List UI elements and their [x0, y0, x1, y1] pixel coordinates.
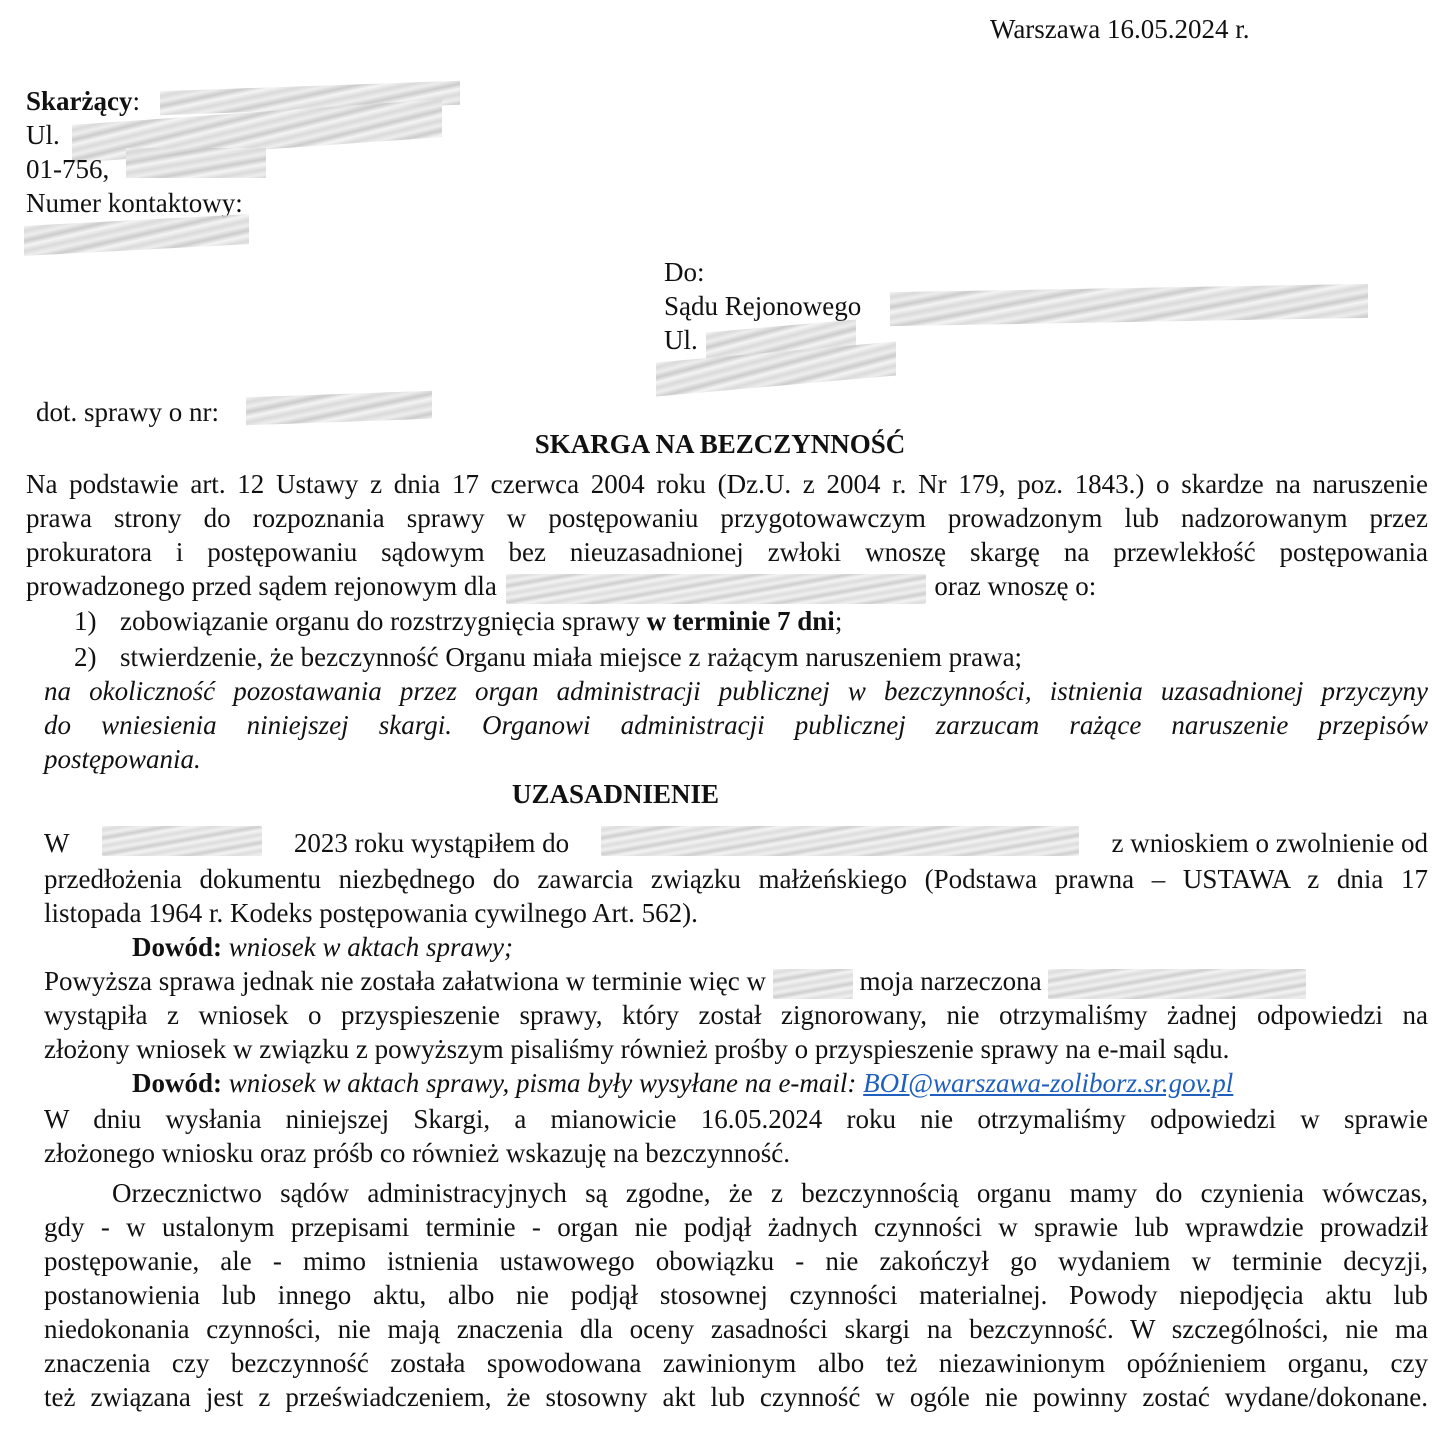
- p3-line1: W dniu wysłania niniejszej Skargi, a mianowicie 16.05.2024 roku nie otrzymaliśmy odpowiedzi w sprawie: [44, 1104, 1428, 1134]
- p2-line2: wystąpiła z wniosek o przyspieszenie sprawy, który został zignorowany, nie otrzymaliśmy żadnej odpowiedzi na: [44, 1000, 1428, 1030]
- p2-line1: [44, 964, 1306, 999]
- complainant-line: [26, 84, 140, 118]
- request-text: zobowiązanie organu do rozstrzygnięcia sprawy: [120, 606, 647, 636]
- request-number: 1): [74, 606, 97, 636]
- p2-line1-b: moja narzeczona: [859, 966, 1042, 996]
- redacted-city: [126, 148, 266, 178]
- intro-line: Na podstawie art. 12 Ustawy z dnia 17 czerwca 2004 roku (Dz.U. z 2004 r. Nr 179, poz. 1843.) o skardze na naruszenie: [26, 469, 1428, 499]
- p4-line: też związana jest z przeświadczeniem, że stosowny akt lub czynność w ogóle nie powinny zostać wydane/dokonane.: [44, 1382, 1428, 1412]
- p4-line: Orzecznictwo sądów administracyjnych są zgodne, że z bezczynnością organu mamy do czynienia wówczas,: [112, 1178, 1428, 1208]
- redacted-institution: [601, 826, 1079, 856]
- evidence-label: Dowód:: [132, 1068, 223, 1098]
- request-tail: ;: [834, 606, 843, 636]
- p4-line: znaczenia czy bezczynność została spowodowana zawinionym albo też niezawinionym opóźnieniem organu, czy: [44, 1348, 1428, 1378]
- redacted-fiancee-name: [1048, 969, 1306, 999]
- request-item: [74, 604, 842, 638]
- p1-line1: [44, 826, 1428, 860]
- p3-line2: złożonego wniosku oraz próśb co również wskazuję na bezczynność.: [44, 1138, 790, 1168]
- p1-line3: listopada 1964 r. Kodeks postępowania cywilnego Art. 562).: [44, 898, 698, 928]
- evidence-2: [132, 1066, 1233, 1100]
- p1-w: W: [44, 828, 70, 858]
- court-email-link[interactable]: BOI@warszawa-zoliborz.sr.gov.pl: [863, 1068, 1234, 1098]
- evidence-text: wniosek w aktach sprawy;: [228, 932, 513, 962]
- contact-label: Numer kontaktowy:: [26, 188, 243, 218]
- p1-year-text: 2023 roku wystąpiłem do: [293, 828, 570, 858]
- evidence-text: wniosek w aktach sprawy, pisma były wysyłane na e-mail:: [228, 1068, 857, 1098]
- p4-line: niedokonania czynności, nie mają znaczenia dla oceny zasadności skargi na bezczynność. W szczególności, nie ma: [44, 1314, 1428, 1344]
- recipient-street-prefix: Ul.: [664, 325, 698, 355]
- redacted-case-number: [246, 391, 432, 425]
- request-bold: w terminie 7 dni: [646, 606, 835, 636]
- p1-tail: z wnioskiem o zwolnienie od: [1111, 828, 1428, 858]
- redacted-date: [773, 969, 853, 999]
- place-date: Warszawa 16.05.2024 r.: [990, 14, 1250, 44]
- complainant-postal-prefix: 01-756,: [26, 154, 110, 184]
- request-number: 2): [74, 642, 97, 672]
- redacted-party: [506, 574, 926, 604]
- italic-line: na okoliczność pozostawania przez organ administracji publicznej w bezczynności, istnienia uzasadnionej przyczyny: [44, 676, 1428, 706]
- intro-last-suffix: oraz wnoszę o:: [934, 571, 1097, 601]
- redacted-court-name: [890, 284, 1368, 326]
- recipient-court-prefix: Sądu Rejonowego: [664, 291, 862, 321]
- request-text: stwierdzenie, że bezczynność Organu miała miejsce z rażącym naruszeniem prawa;: [120, 642, 1023, 672]
- complainant-colon: :: [132, 86, 140, 116]
- intro-line: prawa strony do rozpoznania sprawy w postępowaniu przygotowawczym prowadzonym lub nadzorowanym przez: [26, 503, 1428, 533]
- p4-line: postanowienia lub innego aktu, albo nie podjął stosownej czynności materialnej. Powody niepodjęcia aktu lub: [44, 1280, 1428, 1310]
- document-title: SKARGA NA BEZCZYNNOŚĆ: [534, 429, 906, 459]
- evidence-label: Dowód:: [132, 932, 223, 962]
- complainant-street-prefix: Ul.: [26, 120, 60, 150]
- italic-line: postępowania.: [44, 744, 201, 774]
- recipient-to-label: Do:: [664, 257, 705, 287]
- intro-last-prefix: prowadzonego przed sądem rejonowym dla: [26, 571, 497, 601]
- redacted-month: [102, 826, 262, 856]
- p4-line: gdy - w ustalonym przepisami terminie - organ nie podjął żadnych czynności w sprawie lub wprawdzie prowadził: [44, 1212, 1428, 1242]
- p1-line2: przedłożenia dokumentu niezbędnego do zawarcia związku małżeńskiego (Podstawa prawna – USTAWA z dnia 17: [44, 864, 1428, 894]
- evidence-1: [132, 930, 513, 964]
- complainant-label: Skarżący: [26, 86, 133, 116]
- intro-last-line: [26, 569, 1096, 604]
- p2-line1-a: Powyższa sprawa jednak nie została załatwiona w terminie więc w: [44, 966, 766, 996]
- italic-line: do wniesienia niniejszej skargi. Organowi administracji publicznej zarzucam rażące naruszenie przepisów: [44, 710, 1428, 740]
- redacted-phone: [24, 214, 249, 256]
- intro-line: prokuratora i postępowaniu sądowym bez nieuzasadnionej zwłoki wnoszę skargę na przewlekłość postępowania: [26, 537, 1428, 567]
- p2-line3: złożony wniosek w związku z powyższym pisaliśmy również prośby o przyspieszenie sprawy na e-mail sądu.: [44, 1034, 1230, 1064]
- request-item: [74, 640, 1022, 674]
- case-ref-label: dot. sprawy o nr:: [36, 397, 219, 427]
- p4-line: postępowanie, ale - mimo istnienia ustawowego obowiązku - nie zakończył go wydaniem w terminie decyzji,: [44, 1246, 1428, 1276]
- justification-title: UZASADNIENIE: [512, 779, 720, 809]
